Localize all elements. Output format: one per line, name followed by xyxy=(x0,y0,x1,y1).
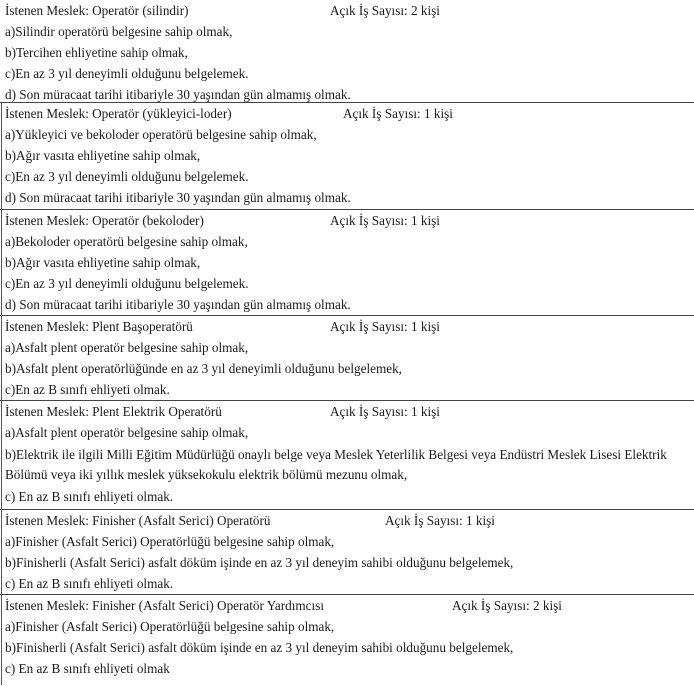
requirement-item: a)Yükleyici ve bekoloder operatörü belgesine sahip olmak, xyxy=(5,127,317,142)
position-title: İstenen Meslek: Plent Başoperatörü xyxy=(5,319,193,334)
requirement-item: a)Asfalt plent operatör belgesine sahip olmak, xyxy=(5,425,249,440)
requirement-item: c) En az B sınıfı ehliyeti olmak xyxy=(5,661,170,676)
position-header xyxy=(0,316,694,337)
position-header xyxy=(0,103,694,124)
position-title: İstenen Meslek: Finisher (Asfalt Serici) Operatör Yardımcısı xyxy=(5,598,324,613)
requirement-item: b)Elektrik ile ilgili Milli Eğitim Müdürlüğü onaylı belge veya Meslek Yeterlilik Belgesi veya Endüstri Meslek Lisesi Elektrik Bölümü veya iki yıllık meslek yüksekokulu elektrik bölümü mezunu olmak, xyxy=(5,447,667,482)
requirement-item: b)Tercihen ehliyetine sahip olmak, xyxy=(5,45,188,60)
requirement-item: a)Silindir operatörü belgesine sahip olmak, xyxy=(5,24,233,39)
position-title: İstenen Meslek: Operatör (silindir) xyxy=(5,3,189,18)
requirement-item: d) Son müracaat tarihi itibariyle 30 yaşından gün almamış olmak. xyxy=(5,87,351,102)
requirement-item: b)Ağır vasıta ehliyetine sahip olmak, xyxy=(5,255,201,270)
requirement-item: c)En az 3 yıl deneyimli olduğunu belgelemek. xyxy=(5,276,249,291)
position-header xyxy=(0,595,694,616)
open-positions-count: Açık İş Sayısı: 2 kişi xyxy=(330,3,440,18)
requirement-item: a)Finisher (Asfalt Serici) Operatörlüğü belgesine sahip olmak, xyxy=(5,619,335,634)
requirement-item: d) Son müracaat tarihi itibariyle 30 yaşından gün almamış olmak. xyxy=(5,190,351,205)
requirement-item: c)En az 3 yıl deneyimli olduğunu belgelemek. xyxy=(5,169,249,184)
requirement-item: b)Asfalt plent operatörlüğünde en az 3 yıl deneyimli olduğunu belgelemek, xyxy=(5,361,402,376)
position-block-bekoloder xyxy=(0,209,694,315)
position-header xyxy=(0,0,694,21)
position-header xyxy=(0,210,694,231)
open-positions-count: Açık İş Sayısı: 1 kişi xyxy=(330,404,440,419)
position-block-plent-elektrik xyxy=(0,400,694,509)
requirement-item: c) En az B sınıfı ehliyeti olmak. xyxy=(5,576,174,591)
requirement-item: b)Finisherli (Asfalt Serici) asfalt döküm işinde en az 3 yıl deneyim sahibi olduğunu belgelemek, xyxy=(5,555,514,570)
position-block-finisher-operator xyxy=(0,509,694,594)
position-block-yukleyici xyxy=(0,102,694,209)
position-title: İstenen Meslek: Operatör (bekoloder) xyxy=(5,213,204,228)
requirement-item: b)Ağır vasıta ehliyetine sahip olmak, xyxy=(5,148,201,163)
requirement-item: b)Finisherli (Asfalt Serici) asfalt döküm işinde en az 3 yıl deneyim sahibi olduğunu belgelemek, xyxy=(5,640,514,655)
requirement-item: d) Son müracaat tarihi itibariyle 30 yaşından gün almamış olmak. xyxy=(5,297,351,312)
requirement-item: c)En az 3 yıl deneyimli olduğunu belgelemek. xyxy=(5,66,249,81)
position-title: İstenen Meslek: Finisher (Asfalt Serici) Operatörü xyxy=(5,513,271,528)
requirement-item: a)Finisher (Asfalt Serici) Operatörlüğü belgesine sahip olmak, xyxy=(5,534,335,549)
position-header xyxy=(0,510,694,531)
open-positions-count: Açık İş Sayısı: 1 kişi xyxy=(330,319,440,334)
position-block-finisher-yardimci xyxy=(0,594,694,685)
position-title: İstenen Meslek: Plent Elektrik Operatörü xyxy=(5,404,222,419)
open-positions-count: Açık İş Sayısı: 1 kişi xyxy=(330,213,440,228)
open-positions-count: Açık İş Sayısı: 1 kişi xyxy=(343,106,453,121)
requirement-item: a)Asfalt plent operatör belgesine sahip olmak, xyxy=(5,340,249,355)
requirement-item: c)En az B sınıfı ehliyeti olmak. xyxy=(5,382,170,397)
requirement-item: a)Bekoloder operatörü belgesine sahip olmak, xyxy=(5,234,248,249)
position-title: İstenen Meslek: Operatör (yükleyici-loder) xyxy=(5,106,232,121)
requirement-item: c) En az B sınıfı ehliyeti olmak. xyxy=(5,489,174,504)
open-positions-count: Açık İş Sayısı: 2 kişi xyxy=(452,598,562,613)
position-block-silindir xyxy=(0,0,694,102)
position-block-plent-basoperator xyxy=(0,315,694,400)
open-positions-count: Açık İş Sayısı: 1 kişi xyxy=(385,513,495,528)
position-header xyxy=(0,401,694,422)
